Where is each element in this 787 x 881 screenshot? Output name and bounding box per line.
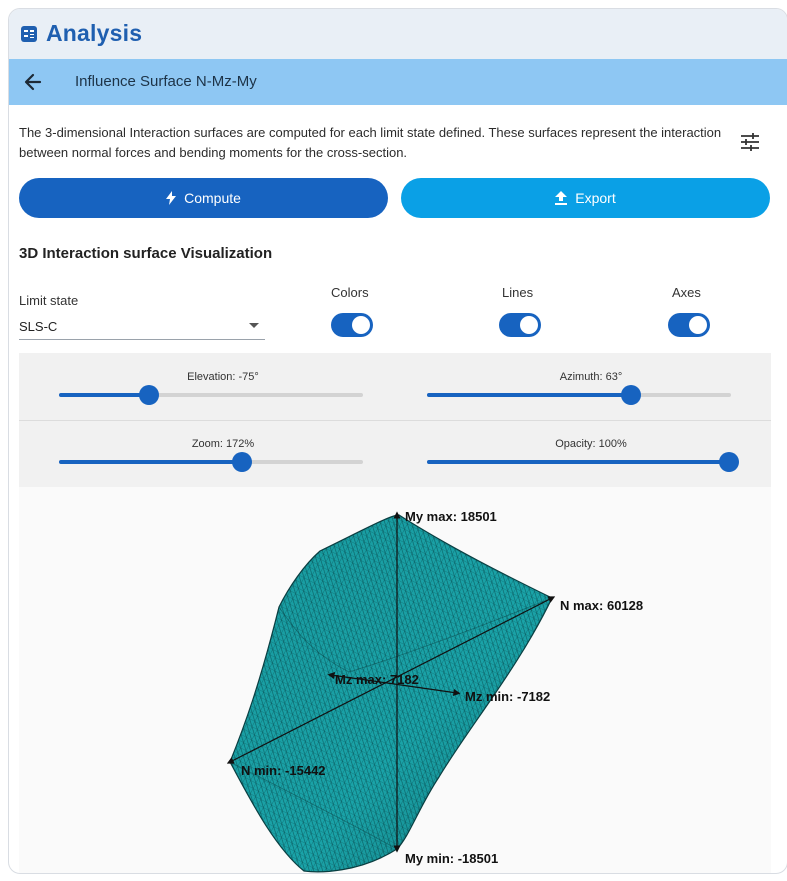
- description-text: The 3-dimensional Interaction surfaces are computed for each limit state defined. These surfaces represent the interaction between normal forces and bending moments for the cross-section.: [19, 125, 722, 160]
- tune-icon[interactable]: [740, 133, 760, 151]
- zoom-label: Zoom: 172%: [191, 438, 255, 450]
- mz-min-label: Mz min: -7182: [465, 689, 551, 704]
- slider-thumb[interactable]: [139, 385, 159, 405]
- toggle-knob: [689, 316, 707, 334]
- slider-fill: [427, 460, 729, 464]
- subheader: [9, 59, 787, 105]
- view-controls: [19, 353, 771, 487]
- slider-fill: [59, 460, 242, 464]
- export-button-label: Export: [575, 190, 616, 206]
- lines-toggle[interactable]: [499, 313, 541, 337]
- upload-icon: [555, 191, 567, 205]
- app-title: Analysis: [46, 20, 143, 46]
- section-title: 3D Interaction surface Visualization: [19, 245, 273, 262]
- compute-button-label: Compute: [184, 190, 241, 206]
- limit-state-label: Limit state: [19, 293, 79, 308]
- export-button[interactable]: [401, 178, 770, 218]
- page-title: Influence Surface N-Mz-My: [75, 73, 257, 90]
- azimuth-label: Azimuth: 63°: [559, 371, 623, 383]
- slider-thumb[interactable]: [719, 452, 739, 472]
- lightning-bolt-icon: [166, 191, 176, 205]
- my-max-label: My max: 18501: [405, 509, 497, 524]
- elevation-label: Elevation: -75°: [187, 371, 259, 383]
- opacity-slider[interactable]: [427, 460, 729, 464]
- interaction-surface-canvas[interactable]: [19, 487, 771, 873]
- n-max-label: N max: 60128: [560, 598, 644, 613]
- limit-state-select[interactable]: [19, 317, 265, 340]
- toggle-knob: [352, 316, 370, 334]
- arrow-left-icon[interactable]: [23, 72, 43, 92]
- elevation-slider[interactable]: [59, 393, 363, 397]
- opacity-label: Opacity: 100%: [555, 438, 627, 450]
- slider-thumb[interactable]: [232, 452, 252, 472]
- limit-state-value: SLS-C: [19, 319, 58, 334]
- axes-toggle[interactable]: [668, 313, 710, 337]
- app-header: [9, 9, 787, 59]
- axes-toggle-label: Axes: [672, 285, 701, 300]
- lines-toggle-label: Lines: [502, 285, 534, 300]
- slider-fill: [59, 393, 149, 397]
- azimuth-slider[interactable]: [427, 393, 731, 397]
- divider: [19, 420, 771, 421]
- colors-toggle[interactable]: [331, 313, 373, 337]
- analysis-card: [8, 8, 787, 874]
- n-min-label: N min: -15442: [241, 763, 326, 778]
- compute-button[interactable]: [19, 178, 388, 218]
- slider-fill: [427, 393, 631, 397]
- zoom-slider[interactable]: [59, 460, 363, 464]
- colors-toggle-label: Colors: [331, 285, 369, 300]
- slider-thumb[interactable]: [621, 385, 641, 405]
- calculator-icon: [21, 26, 37, 42]
- chevron-down-icon: [249, 323, 259, 328]
- toggle-knob: [520, 316, 538, 334]
- mz-max-label: Mz max: 7182: [335, 672, 419, 687]
- interaction-surface-viewport[interactable]: [19, 487, 771, 873]
- my-min-label: My min: -18501: [405, 851, 499, 866]
